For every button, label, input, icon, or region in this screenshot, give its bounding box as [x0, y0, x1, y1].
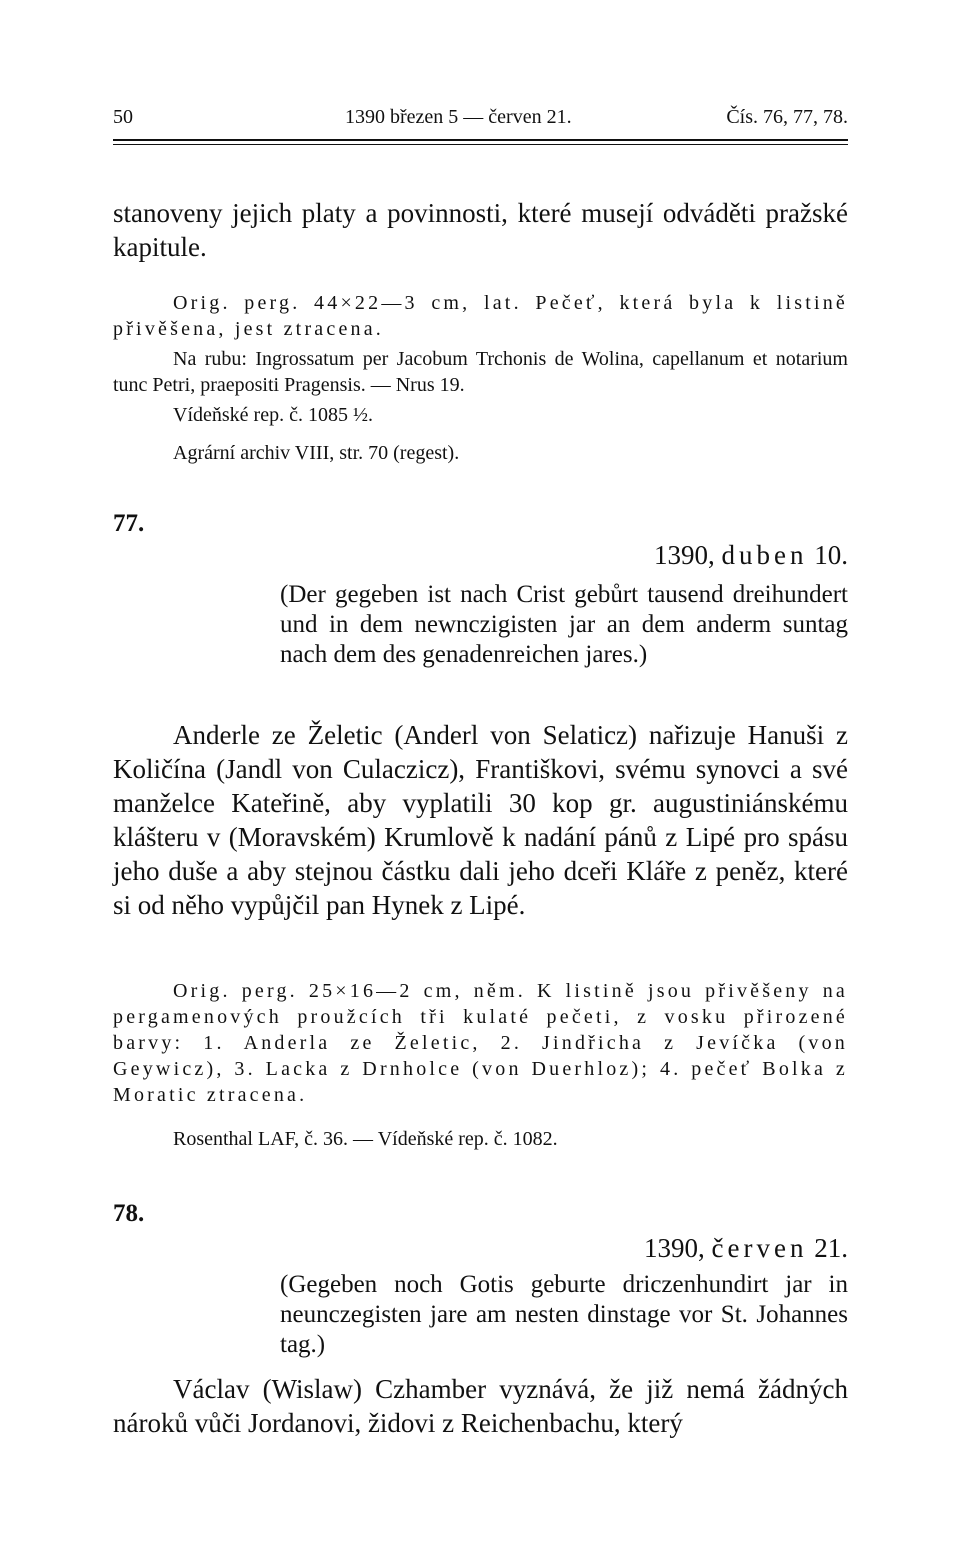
entry-77-date-year: 1390,	[654, 540, 715, 570]
entry-77-orig-note: Orig. perg. 25×16—2 cm, něm. K listině jsou přivěšeny na pergamenových proužcích tři kulaté pečeti, z vosku přirozené barvy: 1. Anderla ze Želetic, 2. Jindřicha z Jevíčka (von Geywicz), 3. Lacka z Drnholce (von Duerhloz); 4. pečeť Bolka z Moratic ztracena.	[113, 980, 848, 1106]
prev-entry-body: stanoveny jejich platy a povinnosti, které musejí odváděti pražské kapitule.	[113, 198, 848, 262]
entry-78-date-month: červen	[711, 1233, 808, 1263]
entry-77-date	[654, 540, 848, 571]
entry-78-date	[644, 1233, 848, 1264]
prev-entry-agrarian-ref: Agrární archiv VIII, str. 70 (regest).	[173, 442, 460, 464]
entry-78-number: 78.	[113, 1200, 145, 1227]
header-document-numbers: Čís. 76, 77, 78.	[726, 106, 848, 128]
header-rule-thick	[113, 139, 848, 141]
entry-77-number: 77.	[113, 510, 145, 537]
entry-77-refs: Rosenthal LAF, č. 36. — Vídeňské rep. č. 1082.	[173, 1128, 558, 1150]
entry-78-date-year: 1390,	[644, 1233, 705, 1263]
prev-entry-orig-note: Orig. perg. 44×22—3 cm, lat. Pečeť, která byla k listině přivěšena, jest ztracena.	[113, 292, 848, 340]
entry-78-date-day: 21.	[814, 1233, 848, 1263]
header-rule-thin	[113, 144, 848, 145]
entry-78-body: Václav (Wislaw) Czhamber vyznává, že již nemá žádných nároků vůči Jordanovi, židovi z Reichenbachu, který	[113, 1374, 848, 1438]
prev-entry-vienna-ref: Vídeňské rep. č. 1085 ½.	[173, 404, 373, 426]
entry-77-body: Anderle ze Želetic (Anderl von Selaticz) nařizuje Hanuši z Količína (Jandl von Culaczicz), Františkovi, svému synovci a své manželce Kateřině, aby vyplatili 30 kop gr. augustiniánskému klášteru v (Moravském) Krumlově k nadání pánů z Lipé pro spásu jeho duše a aby stejnou částku dali jeho dceři Kláře z peněz, které si od něho vypůjčil pan Hynek z Lipé.	[113, 720, 848, 920]
prev-entry-rubu-note: Na rubu: Ingrossatum per Jacobum Trchonis de Wolina, capellanum et notarium tunc Petri, praepositi Pragensis. — Nrus 19.	[113, 348, 848, 396]
entry-78-german-dating: (Gegeben noch Gotis geburte driczenhundirt jar in neunczegisten jare am nesten dinstage vor St. Johannes tag.)	[280, 1271, 848, 1358]
page-number: 50	[113, 106, 133, 128]
header-date-range: 1390 březen 5 — červen 21.	[345, 106, 572, 128]
running-header	[113, 104, 848, 130]
entry-77-german-dating: (Der gegeben ist nach Crist gebůrt tausend dreihundert und in dem newnczigisten jar an dem anderm suntag nach dem des genadenreichen jares.)	[280, 581, 848, 668]
entry-77-date-day: 10.	[814, 540, 848, 570]
entry-77-date-month: duben	[721, 540, 808, 570]
